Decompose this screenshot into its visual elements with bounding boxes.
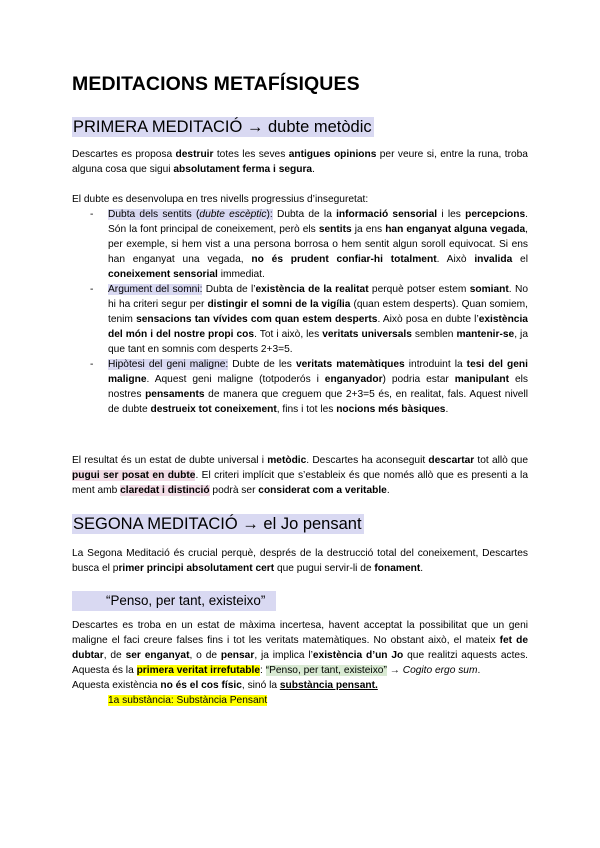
document-title: MEDITACIONS METAFÍSIQUES	[72, 73, 360, 95]
heading-primera-meditacio	[72, 118, 374, 137]
list-item-geni-maligne: - Hipòtesi del geni maligne: Dubte de les veritats matemàtiques introduint la tesi del geni maligne. Aquest geni maligne (totpoderós i enganyador) podria estar manipulant els nostres pensaments de manera que creguem que 2+3=5 és, en realitat, fals. Aquest nivell de dubte destrueix tot coneixement, fins i tot les nocions més bàsiques.	[90, 359, 528, 415]
paragraph-primera-intro: Descartes es proposa destruir totes les seves antigues opinions per veure si, entre la runa, troba alguna cosa que sigui absolutament ferma i segura.	[72, 149, 528, 175]
heading-primera-text: PRIMERA MEDITACIÓ → dubte metòdic	[73, 118, 372, 136]
subheading-cogito	[72, 591, 276, 611]
substancia-label: 1a substància: Substància Pensant	[108, 695, 268, 706]
heading-segona-text: SEGONA MEDITACIÓ → el Jo pensant	[73, 515, 362, 533]
list-item-dubte-sentits: - Dubta dels sentits (dubte escèptic): Dubta de la informació sensorial i les percepcions. Són la font principal de coneixement, però els sentits ja ens han enganyat alguna vegada, per exemple, si hem vist a una persona borrosa o hem sentit algun soroll equivocat. Si ens han enganyat una vegada, no és prudent confiar-hi totalment. Això invalida el coneixement sensorial immediat.	[90, 209, 529, 280]
existencia-line: Aquesta existència no és el cos físic, sinó la substància pensant.	[72, 680, 378, 691]
paragraph-primera-result: El resultat és un estat de dubte universal i metòdic. Descartes ha aconseguit descartar tot allò que pugui ser posat en dubte. El criteri implícit que s’estableix és que només allò que es presenti a la ment amb claredat i distinció podrà ser considerat com a veritable.	[72, 455, 528, 496]
paragraph-segona-intro: La Segona Meditació és crucial perquè, després de la destrucció total del coneixement, Descartes busca el primer principi absolutament cert que pugui servir-li de fonament.	[72, 548, 528, 574]
doubt-levels-list	[88, 207, 528, 417]
subheading-cogito-text: “Penso, per tant, existeixo”	[106, 593, 266, 608]
paragraph-cogito: Descartes es troba en un estat de màxima incertesa, havent acceptat la possibilitat que un geni maligne el faci creure falses fins i tot les veritats matemàtiques. No obstant això, el mateix fet de dubtar, de ser enganyat, o de pensar, ja implica l’existència d’un Jo que realitzi aquests actes. Aquesta és la primera veritat irrefutable: “Penso, per tant, existeixo” → Cogito ergo sum. Aquesta existència no és el cos físic, sinó la substància pensant. 1a substància: Substància Pensant	[72, 620, 529, 706]
heading-segona-meditacio	[72, 515, 364, 534]
paragraph-levels-intro: El dubte es desenvolupa en tres nivells progressius d’inseguretat:	[72, 194, 369, 205]
list-item-argument-somni: - Argument del somni: Dubta de l’existència de la realitat perquè potser estem somiant. No hi ha criteri segur per distingir el somni de la vigília (quan estem desperts). Quan somiem, tenim sensacions tan vívides com quan estem desperts. Això posa en dubte l’existència del món i del nostre propi cos. Tot i això, les veritats universals semblen mantenir-se, ja que tant en somnis com desperts 2+3=5.	[90, 284, 528, 355]
